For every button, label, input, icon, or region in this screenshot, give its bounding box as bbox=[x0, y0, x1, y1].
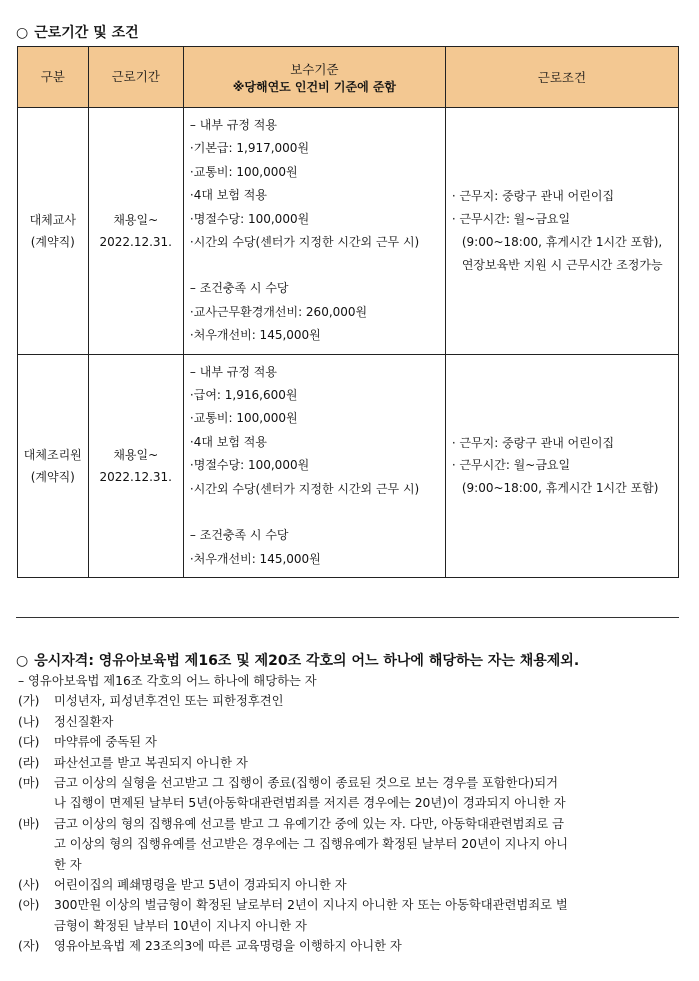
pay-line: ·시간외 수당(센터가 지정한 시간외 근무 시) bbox=[189, 481, 420, 496]
item-label: (바) bbox=[18, 816, 40, 831]
circle-bullet-icon: ○ bbox=[16, 653, 29, 669]
section-title-eligibility bbox=[16, 650, 579, 670]
item-text: 영유아보육법 제 23조의3에 따른 교육명령을 이행하지 아니한 자 bbox=[54, 939, 402, 954]
pay-line: ·4대 보험 적용 bbox=[189, 434, 267, 449]
pay-line: ·급여: 1,916,600원 bbox=[189, 388, 298, 403]
condition-line: (9:00~18:00, 휴게시간 1시간 포함) bbox=[461, 481, 659, 496]
item-label: (아) bbox=[18, 898, 40, 913]
list-item bbox=[18, 691, 683, 711]
item-text: 마약류에 중독된 자 bbox=[54, 735, 157, 750]
cell-pay bbox=[183, 108, 445, 355]
item-label: (가) bbox=[18, 694, 40, 709]
list-item bbox=[18, 732, 683, 752]
item-text: 어린이집의 폐쇄명령을 받고 5년이 경과되지 아니한 자 bbox=[54, 878, 347, 893]
pay-line: ·처우개선비: 145,000원 bbox=[189, 328, 321, 343]
item-text: 금고 이상의 실형을 선고받고 그 집행이 종료(집행이 종료된 것으로 보는 경우를 포함한다)되거 bbox=[54, 776, 558, 791]
list-item bbox=[18, 712, 683, 732]
list-item bbox=[18, 936, 683, 956]
eligibility-list bbox=[18, 671, 683, 957]
pay-line: ·4대 보험 적용 bbox=[189, 188, 267, 203]
item-text: 나 집행이 면제된 날부터 5년(아동학대관련범죄를 저지른 경우에는 20년)이 경과되지 아니한 자 bbox=[54, 796, 566, 811]
table-header-row bbox=[18, 47, 679, 108]
conditions-table bbox=[17, 46, 679, 578]
period-start: 채용일~ bbox=[113, 212, 159, 227]
list-item bbox=[18, 773, 683, 814]
pay-line: ·교사근무환경개선비: 260,000원 bbox=[189, 304, 368, 319]
condition-line: 연장보육반 지원 시 근무시간 조정가능 bbox=[461, 257, 663, 272]
item-label: (자) bbox=[18, 939, 40, 954]
cell-pay bbox=[183, 354, 445, 577]
pay-line: ·처우개선비: 145,000원 bbox=[189, 551, 321, 566]
condition-line: · 근무시간: 월~금요일 bbox=[451, 458, 571, 473]
cell-period bbox=[88, 108, 183, 355]
item-text: 한 자 bbox=[54, 857, 82, 872]
list-item bbox=[18, 814, 683, 875]
condition-line: · 근무지: 중랑구 관내 어린이집 bbox=[451, 189, 615, 204]
period-end: 2022.12.31. bbox=[99, 469, 172, 484]
contract-type: (계약직) bbox=[30, 234, 75, 249]
pay-line: ·시간외 수당(센터가 지정한 시간외 근무 시) bbox=[189, 235, 420, 250]
pay-line: ·기본급: 1,917,000원 bbox=[189, 141, 310, 156]
section-title-work-period bbox=[16, 22, 139, 42]
list-item bbox=[18, 753, 683, 773]
pay-line: – 내부 규정 적용 bbox=[189, 364, 277, 379]
item-label: (사) bbox=[18, 878, 40, 893]
item-label: (나) bbox=[18, 714, 40, 729]
pay-line: ·교통비: 100,000원 bbox=[189, 164, 298, 179]
pay-line: ·명절수당: 100,000원 bbox=[189, 458, 310, 473]
item-text: 300만원 이상의 벌금형이 확정된 날로부터 2년이 지나지 아니한 자 또는 아동학대관련범죄로 벌 bbox=[54, 898, 568, 913]
header-conditions: 근로조건 bbox=[445, 47, 678, 108]
category-label: 대체조리원 bbox=[23, 447, 82, 462]
period-start: 채용일~ bbox=[113, 447, 159, 462]
cell-conditions bbox=[445, 354, 678, 577]
cell-category bbox=[18, 354, 89, 577]
header-category: 구분 bbox=[18, 47, 89, 108]
period-end: 2022.12.31. bbox=[99, 234, 172, 249]
pay-line: – 조건충족 시 수당 bbox=[189, 281, 289, 296]
item-text: 미성년자, 피성년후견인 또는 피한정후견인 bbox=[54, 694, 284, 709]
item-text: 정신질환자 bbox=[54, 714, 114, 729]
category-label: 대체교사 bbox=[29, 212, 76, 227]
table-row bbox=[18, 108, 679, 355]
table-row bbox=[18, 354, 679, 577]
item-text: 금고 이상의 형의 집행유예 선고를 받고 그 유예기간 중에 있는 자. 다만, 아동학대관련범죄로 금 bbox=[54, 816, 565, 831]
circle-bullet-icon: ○ bbox=[16, 25, 29, 41]
pay-line: ·명절수당: 100,000원 bbox=[189, 211, 310, 226]
condition-line: · 근무시간: 월~금요일 bbox=[451, 212, 571, 227]
section-title-text: 응시자격: 영유아보육법 제16조 및 제20조 각호의 어느 하나에 해당하는 자는 채용제외. bbox=[34, 653, 580, 669]
contract-type: (계약직) bbox=[30, 469, 75, 484]
header-period: 근로기간 bbox=[88, 47, 183, 108]
condition-line: · 근무지: 중랑구 관내 어린이집 bbox=[451, 435, 615, 450]
item-label: (마) bbox=[18, 776, 40, 791]
item-text: 파산선고를 받고 복권되지 아니한 자 bbox=[54, 755, 248, 770]
eligibility-intro: – 영유아보육법 제16조 각호의 어느 하나에 해당하는 자 bbox=[18, 674, 317, 688]
header-pay-sub: ※당해연도 인건비 기준에 준함 bbox=[232, 79, 397, 94]
section-title-text: 근로기간 및 조건 bbox=[34, 25, 139, 41]
list-item bbox=[18, 895, 683, 936]
cell-period bbox=[88, 354, 183, 577]
item-label: (다) bbox=[18, 735, 40, 750]
cell-conditions bbox=[445, 108, 678, 355]
header-pay-main: 보수기준 bbox=[290, 61, 339, 77]
pay-line: – 내부 규정 적용 bbox=[189, 118, 277, 132]
pay-line: – 조건충족 시 수당 bbox=[189, 528, 289, 543]
item-label: (라) bbox=[18, 755, 40, 770]
cell-category bbox=[18, 108, 89, 355]
item-text: 금형이 확정된 날부터 10년이 지나지 아니한 자 bbox=[54, 918, 307, 933]
item-text: 고 이상의 형의 집행유예를 선고받은 경우에는 그 집행유예가 확정된 날부터 20년이 지나지 아니 bbox=[54, 837, 568, 852]
pay-line: ·교통비: 100,000원 bbox=[189, 411, 298, 426]
list-item bbox=[18, 875, 683, 895]
header-pay bbox=[183, 47, 445, 108]
section-divider bbox=[16, 617, 679, 618]
condition-line: (9:00~18:00, 휴게시간 1시간 포함), bbox=[461, 234, 663, 249]
